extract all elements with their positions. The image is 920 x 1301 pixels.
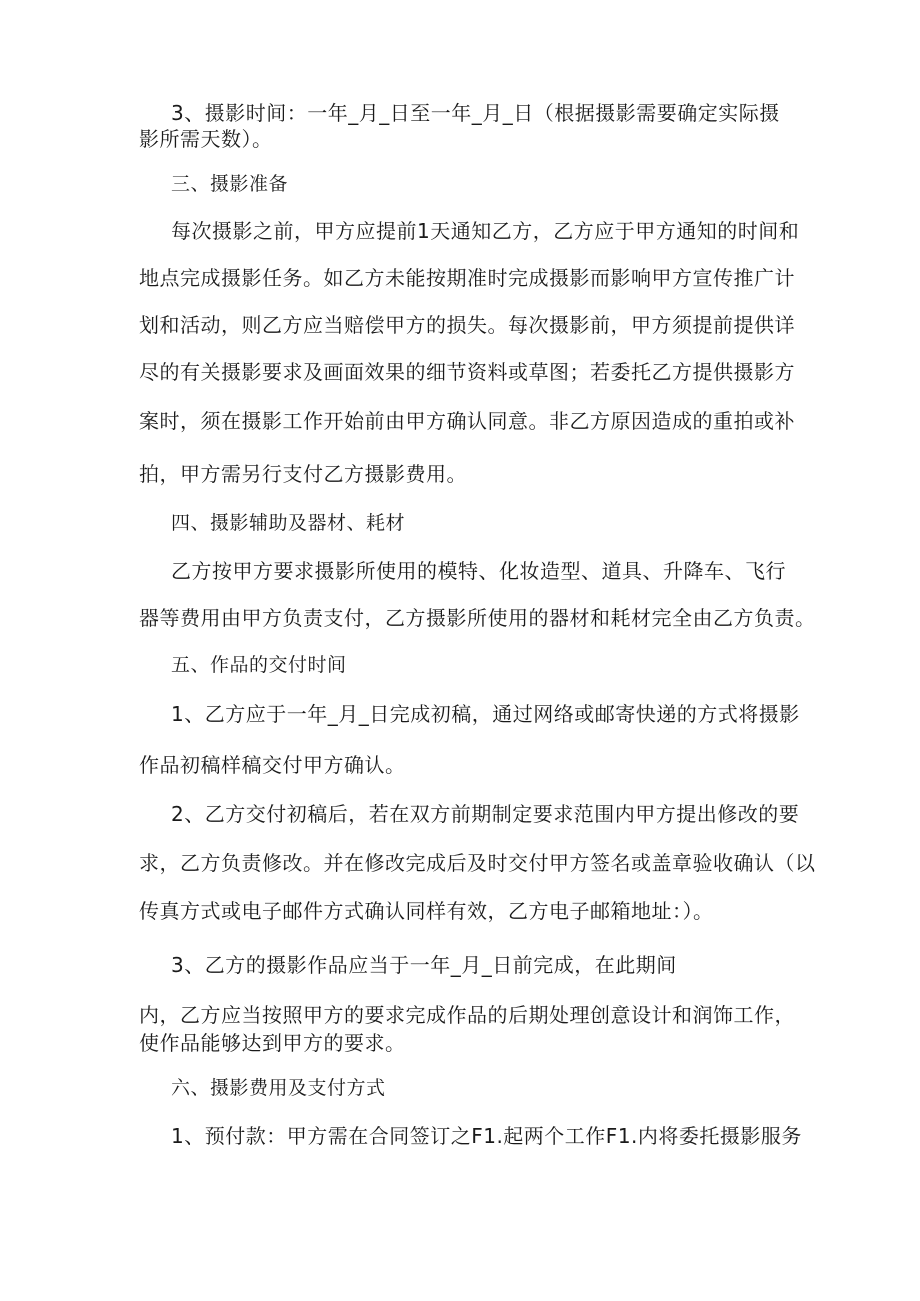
- text-line: 尽的有关摄影要求及画面效果的细节资料或草图；若委托乙方提供摄影方: [139, 360, 795, 384]
- section-heading: 四、摄影辅助及器材、耗材: [171, 512, 406, 534]
- text-line: 求，乙方负责修改。并在修改完成后及时交付甲方签名或盖章验收确认（以: [139, 851, 816, 875]
- section-heading: 五、作品的交付时间: [171, 654, 347, 676]
- text-line: 器等费用由甲方负责支付，乙方摄影所使用的器材和耗材完全由乙方负责。: [139, 606, 816, 630]
- text-line: 地点完成摄影任务。如乙方未能按期准时完成摄影而影响甲方宣传推广计: [139, 266, 795, 290]
- text-line: 使作品能够达到甲方的要求。: [139, 1031, 406, 1055]
- text-line: 乙方按甲方要求摄影所使用的模特、化妆造型、道具、升降车、飞行: [171, 559, 786, 583]
- text-line: 划和活动，则乙方应当赔偿甲方的损失。每次摄影前，甲方须提前提供详: [139, 313, 795, 337]
- text-line: 3、摄影时间：一年_月_日至一年_月_日（根据摄影需要确定实际摄: [171, 101, 780, 125]
- text-line: 每次摄影之前，甲方应提前1天通知乙方，乙方应于甲方通知的时间和: [171, 219, 800, 243]
- text-line: 影所需天数）。: [139, 127, 273, 151]
- text-line: 案时，须在摄影工作开始前由甲方确认同意。非乙方原因造成的重拍或补: [139, 409, 795, 433]
- text-line: 传真方式或电子邮件方式确认同样有效，乙方电子邮箱地址：）。: [139, 899, 714, 923]
- text-line: 1、预付款：甲方需在合同签订之F1.起两个工作F1.内将委托摄影服务: [171, 1124, 802, 1148]
- text-line: 1、乙方应于一年_月_日完成初稿，通过网络或邮寄快递的方式将摄影: [171, 702, 800, 726]
- text-line: 3、乙方的摄影作品应当于一年_月_日前完成，在此期间: [171, 953, 677, 977]
- text-line: 作品初稿样稿交付甲方确认。: [139, 753, 406, 777]
- section-heading: 六、摄影费用及支付方式: [171, 1077, 386, 1099]
- text-line: 内，乙方应当按照甲方的要求完成作品的后期处理创意设计和润饰工作，: [139, 1003, 795, 1027]
- text-line: 拍，甲方需另行支付乙方摄影费用。: [139, 462, 467, 486]
- section-heading: 三、摄影准备: [171, 173, 289, 195]
- text-line: 2、乙方交付初稿后，若在双方前期制定要求范围内甲方提出修改的要: [171, 802, 800, 826]
